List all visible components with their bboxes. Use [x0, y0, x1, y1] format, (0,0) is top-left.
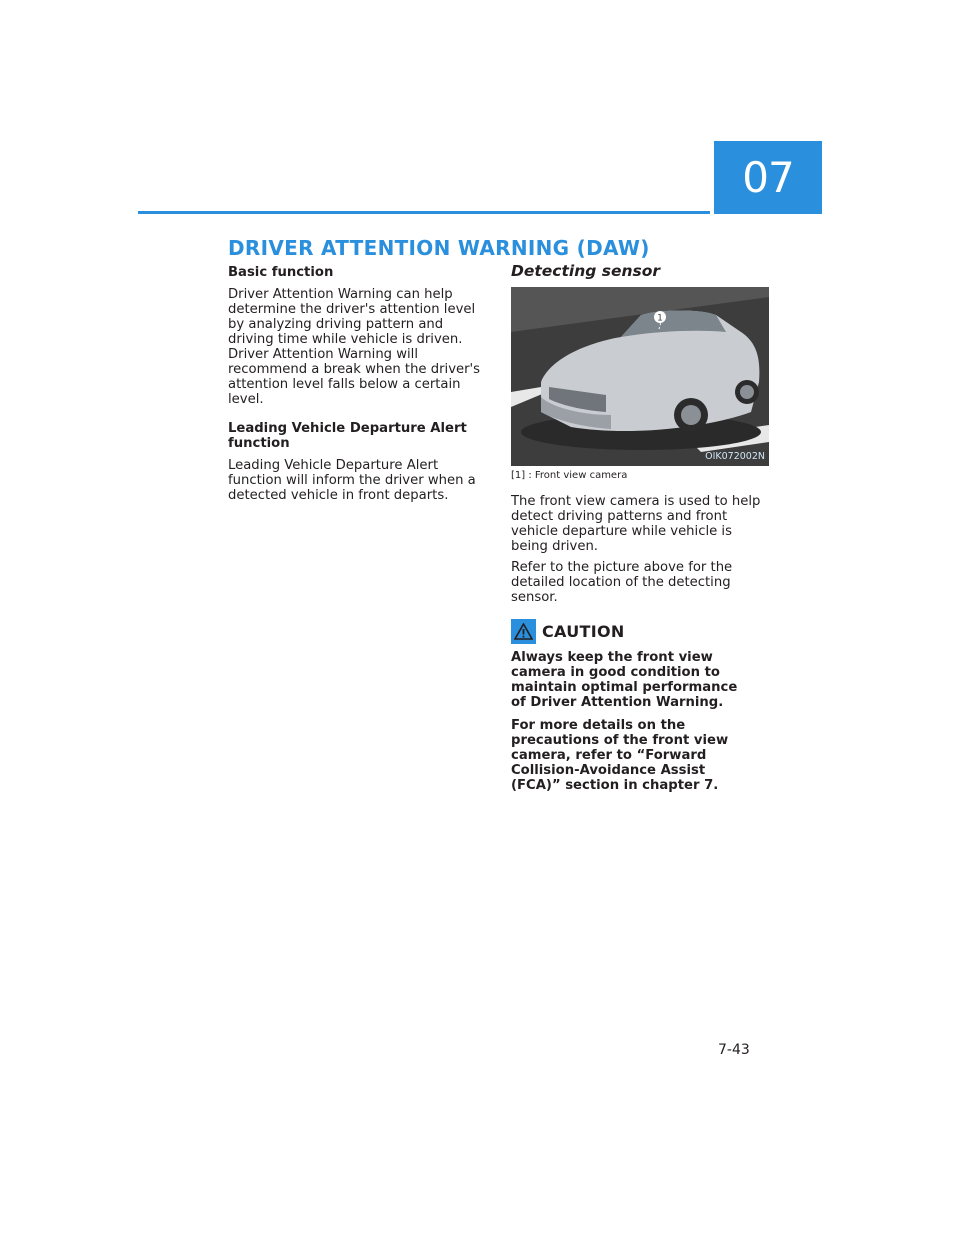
caution-header — [511, 619, 773, 644]
basic-function-heading: Basic function — [228, 265, 334, 280]
car-illustration — [511, 287, 769, 466]
detecting-sensor-heading: Detecting sensor — [511, 262, 661, 280]
page-number: 7-43 — [718, 1042, 750, 1058]
chapter-number: 07 — [742, 153, 794, 202]
location-note: Refer to the picture above for the detailed location of the detecting sensor. — [511, 560, 733, 605]
figure-caption: [1] : Front view camera — [511, 470, 628, 481]
figure-code: OIK072002N — [705, 451, 765, 462]
camera-description: The front view camera is used to help detect driving patterns and front vehicle departure while vehicle is being driven. — [511, 494, 761, 554]
caution-text-1: Always keep the front view camera in good condition to maintain optimal performance of Driver Attention Warning. — [511, 650, 738, 710]
section-title: DRIVER ATTENTION WARNING (DAW) — [228, 236, 650, 260]
figure-marker: 1 — [657, 313, 663, 324]
caution-text-2: For more details on the precautions of the front view camera, refer to “Forward Collision-Avoidance Assist (FCA)” section in chapter 7. — [511, 718, 729, 793]
left-column — [228, 265, 486, 517]
ldva-text: Leading Vehicle Departure Alert function will inform the driver when a detected vehicle in front departs. — [228, 458, 476, 503]
warning-triangle-icon — [511, 619, 536, 644]
car-drawing — [511, 287, 769, 466]
right-column — [511, 262, 773, 801]
chapter-tab — [714, 141, 822, 214]
basic-function-text: Driver Attention Warning can help determine the driver's attention level by analyzing driving pattern and driving time while vehicle is driven. Driver Attention Warning will recommend a break when the driver's attention level falls below a certain level. — [228, 287, 481, 407]
caution-title: CAUTION — [542, 622, 625, 641]
ldva-heading: Leading Vehicle Departure Alert function — [228, 421, 467, 451]
header-rule — [138, 211, 710, 214]
